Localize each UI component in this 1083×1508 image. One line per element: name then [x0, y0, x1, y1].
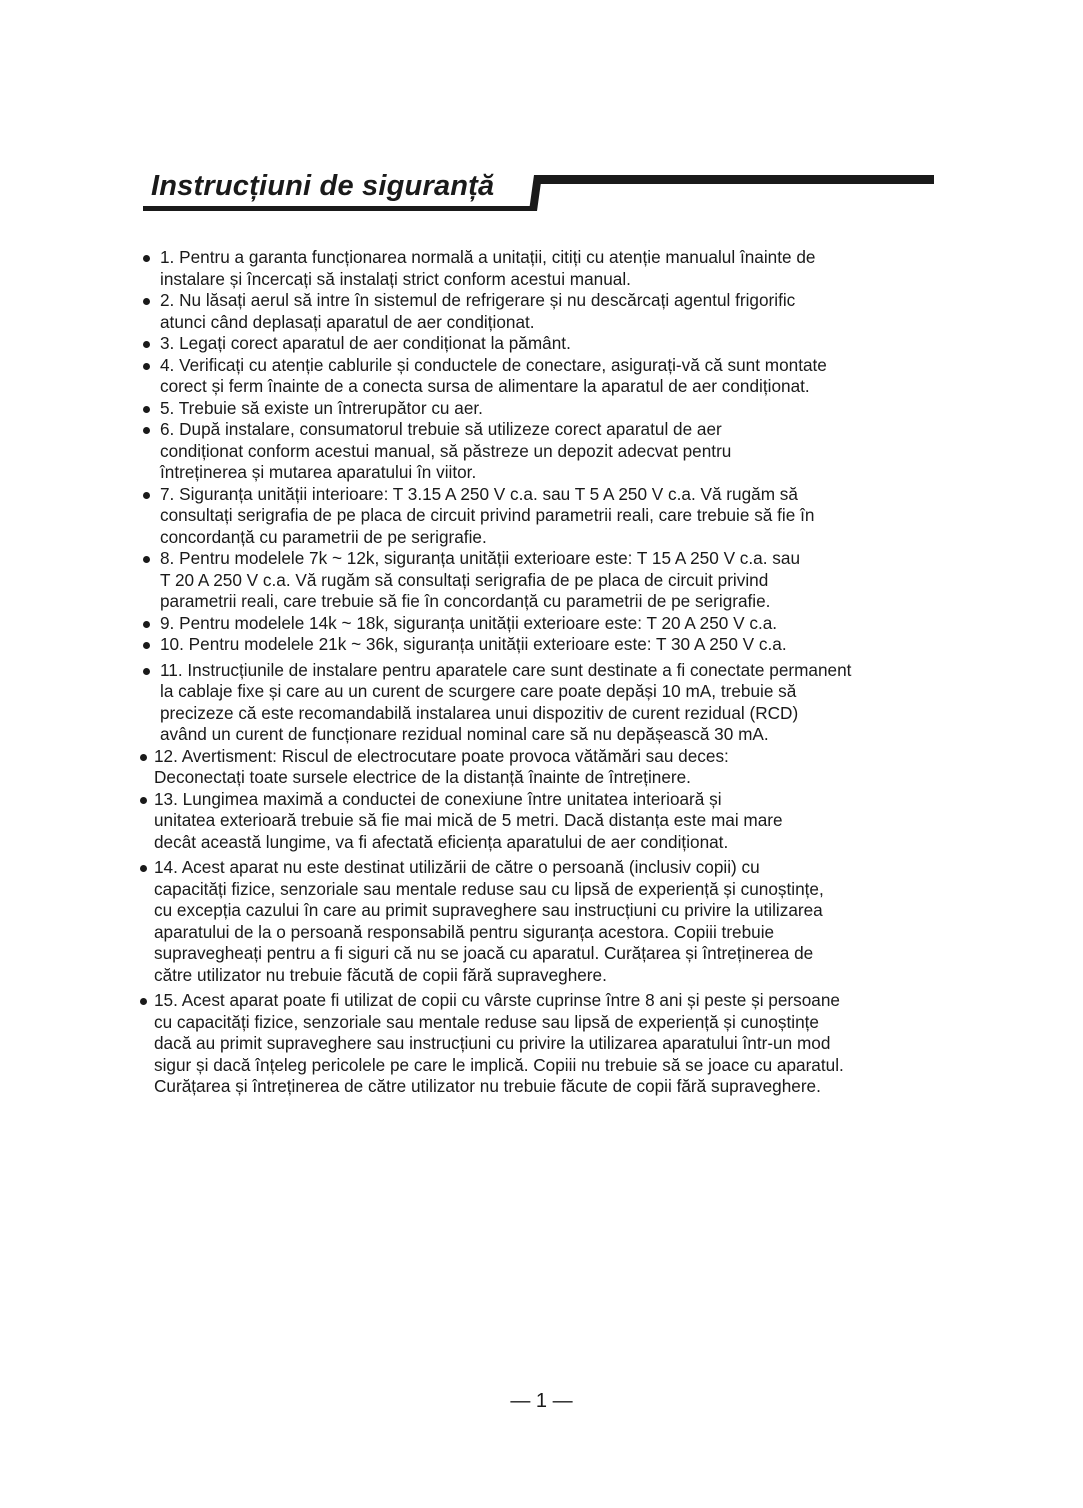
title-underline — [143, 206, 537, 211]
bullet-icon — [140, 865, 147, 872]
bullet-icon — [143, 427, 150, 434]
list-item — [140, 634, 955, 656]
item-text: 6. După instalare, consumatorul trebuie să utilizeze corect aparatul de aer condiționat conform acestui manual, să păstreze un depozit adecvat pentru întreținerea și mutarea aparatului în viitor. — [160, 419, 732, 482]
list-item — [140, 990, 955, 1098]
bullet-icon — [140, 754, 147, 761]
list-item — [140, 333, 955, 355]
item-text: 11. Instrucțiunile de instalare pentru aparatele care sunt destinate a fi conectate permanent la cablaje fixe și care au un curent de scurgere care poate depăși 10 mA, trebuie să precizeze că este recomandabilă instalarea unui dispozitiv de curent rezidual (RCD) având un curent de funcționare rezidual nominal care să nu depășească 30 mA. — [160, 659, 852, 744]
bullet-icon — [143, 492, 150, 499]
page-title: Instrucțiuni de siguranță — [151, 170, 495, 202]
list-item — [140, 746, 955, 789]
list-item — [140, 484, 955, 549]
bullet-icon — [143, 406, 150, 413]
item-text: 9. Pentru modelele 14k ~ 18k, siguranța unității exterioare este: T 20 A 250 V c.a. — [160, 612, 778, 633]
item-text: 8. Pentru modelele 7k ~ 12k, siguranța unității exterioare este: T 15 A 250 V c.a. sau T 20 A 250 V c.a. Vă rugăm să consultați serigrafia de pe placa de circuit privind parametrii reali, care trebuie să fie în concordanță cu parametrii de pe serigrafie. — [160, 548, 800, 611]
safety-instructions-list — [140, 247, 955, 1098]
bullet-icon — [143, 621, 150, 628]
item-text: 10. Pentru modelele 21k ~ 36k, siguranța unității exterioare este: T 30 A 250 V c.a. — [160, 634, 787, 654]
item-text: 4. Verificați cu atenție cablurile și conductele de conectare, asigurați-vă că sunt montate corect și ferm înainte de a conecta sursa de alimentare la aparatul de aer condiționat. — [160, 354, 827, 396]
bullet-icon — [140, 998, 147, 1005]
list-item — [140, 548, 955, 613]
item-text: 5. Trebuie să existe un întrerupător cu aer. — [160, 397, 483, 418]
item-text: 1. Pentru a garanta funcționarea normală a unitații, citiți cu atenție manualul înainte de instalare și încercați să instalați strict conform acestui manual. — [160, 247, 816, 289]
list-item — [140, 290, 955, 333]
item-text: 12. Avertisment: Riscul de electrocutare poate provoca vătămări sau deces: Deconectați toate sursele electrice de la distanță înainte de întreținere. — [154, 745, 729, 787]
list-item — [140, 419, 955, 484]
list-item — [140, 247, 955, 290]
item-text: 3. Legați corect aparatul de aer condiționat la pământ. — [160, 333, 571, 353]
bullet-icon — [140, 797, 147, 804]
list-item — [140, 660, 955, 746]
bullet-icon — [143, 642, 150, 649]
list-item — [140, 398, 955, 420]
list-item — [140, 789, 955, 854]
bullet-icon — [143, 341, 150, 348]
item-text: 13. Lungimea maximă a conductei de conexiune între unitatea interioară și unitatea exterioară trebuie să fie mai mică de 5 metri. Dacă distanța este mai mare decât această lungime, va fi afectată eficiența aparatului de aer condiționat. — [154, 788, 783, 852]
list-item — [140, 857, 955, 986]
bullet-icon — [143, 298, 150, 305]
bullet-icon — [143, 363, 150, 370]
page-number: — 1 — — [510, 1390, 573, 1412]
item-text: 2. Nu lăsați aerul să intre în sistemul de refrigerare și nu descărcați agentul frigorific atunci când deplasați aparatul de aer condiționat. — [160, 290, 796, 332]
header-top-bar — [534, 175, 934, 184]
list-item — [140, 613, 955, 635]
item-text: 14. Acest aparat nu este destinat utilizării de către o persoană (inclusiv copii) cu capacități fizice, senzoriale sau mentale reduse sau cu lipsă de experiență și cunoștințe, cu excepția cazului în care au primit supraveghere sau instrucțiuni cu privire la utilizarea aparatului de la o persoană responsabilă pentru siguranța acestora. Copiii trebuie supravegheați pentru a fi siguri că nu se joacă cu aparatul. Curățarea și întreținerea de către utilizator nu trebuie făcută de copii fără supraveghere. — [154, 857, 824, 985]
list-item — [140, 355, 955, 398]
section-header — [143, 166, 935, 216]
item-text: 15. Acest aparat poate fi utilizat de copii cu vârste cuprinse între 8 ani și peste și persoane cu capacități fizice, senzoriale sau mentale reduse sau lipsă de experiență și cunoștințe dacă au primit supraveghere sau instrucțiuni cu privire la utilizarea aparatului într-un mod sigur și dacă înțeleg pericolele pe care le implică. Copiii nu trebuie să se joace cu aparatul. Curățarea și întreținerea de către utilizator nu trebuie făcute de copii fără supraveghere. — [154, 990, 844, 1096]
bullet-icon — [143, 668, 150, 675]
bullet-icon — [143, 255, 150, 262]
bullet-icon — [143, 556, 150, 563]
item-text: 7. Siguranța unității interioare: T 3.15 A 250 V c.a. sau T 5 A 250 V c.a. Vă rugăm să consultați serigrafia de pe placa de circuit privind parametrii reali, care trebuie să fie în concordanță cu parametrii de pe serigrafie. — [160, 483, 815, 547]
